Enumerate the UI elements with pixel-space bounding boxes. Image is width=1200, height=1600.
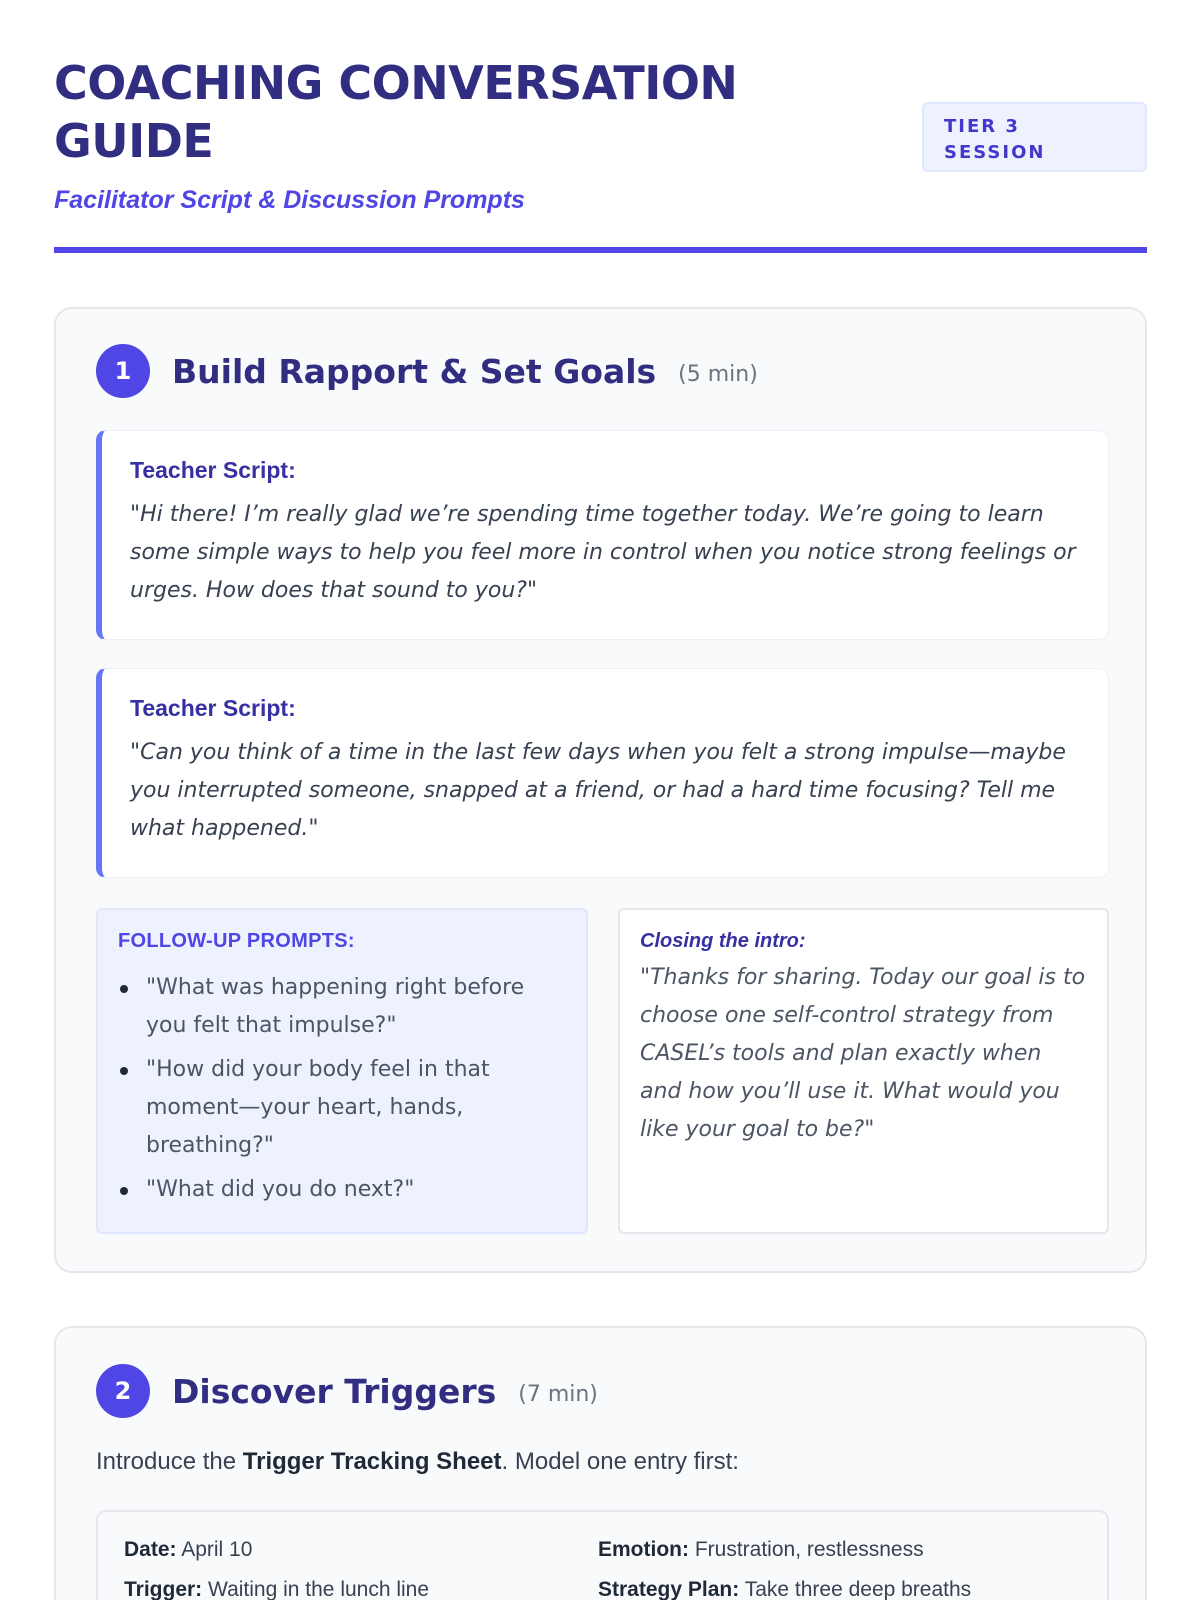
page-subtitle: Facilitator Script & Discussion Prompts xyxy=(54,186,525,214)
section-duration: (7 min) xyxy=(518,1381,598,1407)
field-label: Trigger: xyxy=(124,1578,203,1600)
teacher-script-block xyxy=(96,668,1109,878)
field-value: April 10 xyxy=(181,1538,253,1561)
page-title: COACHING CONVERSATION GUIDE xyxy=(54,56,738,168)
section-duration: (5 min) xyxy=(678,361,758,387)
field-label: Emotion: xyxy=(598,1538,689,1561)
section-intro xyxy=(96,1448,739,1476)
tier-badge: TIER 3 SESSION xyxy=(922,102,1147,172)
field-label: Date: xyxy=(124,1538,177,1561)
field-value: Take three deep breaths xyxy=(744,1578,972,1600)
page-header xyxy=(54,54,1147,215)
section-title: Build Rapport & Set Goals xyxy=(172,351,657,391)
example-date xyxy=(124,1538,252,1562)
list-item: "What was happening right before you felt that impulse?" xyxy=(118,969,566,1045)
list-item: "What did you do next?" xyxy=(118,1171,566,1209)
example-entry-box xyxy=(96,1510,1109,1600)
trigger-sheet-name: Trigger Tracking Sheet xyxy=(242,1448,502,1475)
section-header xyxy=(96,1364,598,1418)
follow-up-label: FOLLOW-UP PROMPTS: xyxy=(118,930,355,952)
intro-text: Introduce the xyxy=(96,1448,243,1475)
closing-text: "Thanks for sharing. Today our goal is to choose one self-control strategy from CASEL’s tools and plan exactly when and how you’ll use it. What would you like your goal to be?" xyxy=(640,965,1086,1142)
section-header xyxy=(96,344,758,398)
section-card-build-rapport xyxy=(54,307,1147,1273)
teacher-script-text: "Can you think of a time in the last few days when you felt a strong impulse—maybe you interrupted someone, snapped at a friend, or had a hard time focusing? Tell me what happened." xyxy=(130,740,1066,841)
header-divider xyxy=(54,247,1147,253)
follow-up-prompts-box xyxy=(96,908,588,1234)
example-strategy xyxy=(598,1578,971,1600)
section-card-discover-triggers xyxy=(54,1326,1147,1600)
field-value: Frustration, restlessness xyxy=(694,1538,924,1561)
list-item: "How did your body feel in that moment—your heart, hands, breathing?" xyxy=(118,1051,566,1165)
teacher-script-text: "Hi there! I’m really glad we’re spending time together today. We’re going to learn some simple ways to help you feel more in control when you notice strong feelings or urges. How does that sound to you?" xyxy=(130,502,1076,603)
section-number-badge: 1 xyxy=(96,344,150,398)
field-value: Waiting in the lunch line xyxy=(208,1578,430,1600)
teacher-script-block xyxy=(96,430,1109,640)
teacher-script-label: Teacher Script: xyxy=(130,695,296,721)
example-trigger xyxy=(124,1578,429,1600)
field-label: Strategy Plan: xyxy=(598,1578,740,1600)
section-number-badge: 2 xyxy=(96,1364,150,1418)
teacher-script-label: Teacher Script: xyxy=(130,457,296,483)
intro-text: . Model one entry first: xyxy=(501,1448,739,1475)
follow-up-list xyxy=(118,969,566,1209)
closing-label: Closing the intro: xyxy=(640,930,806,952)
closing-intro-box xyxy=(618,908,1109,1234)
section-title: Discover Triggers xyxy=(172,1371,497,1411)
example-emotion xyxy=(598,1538,924,1562)
